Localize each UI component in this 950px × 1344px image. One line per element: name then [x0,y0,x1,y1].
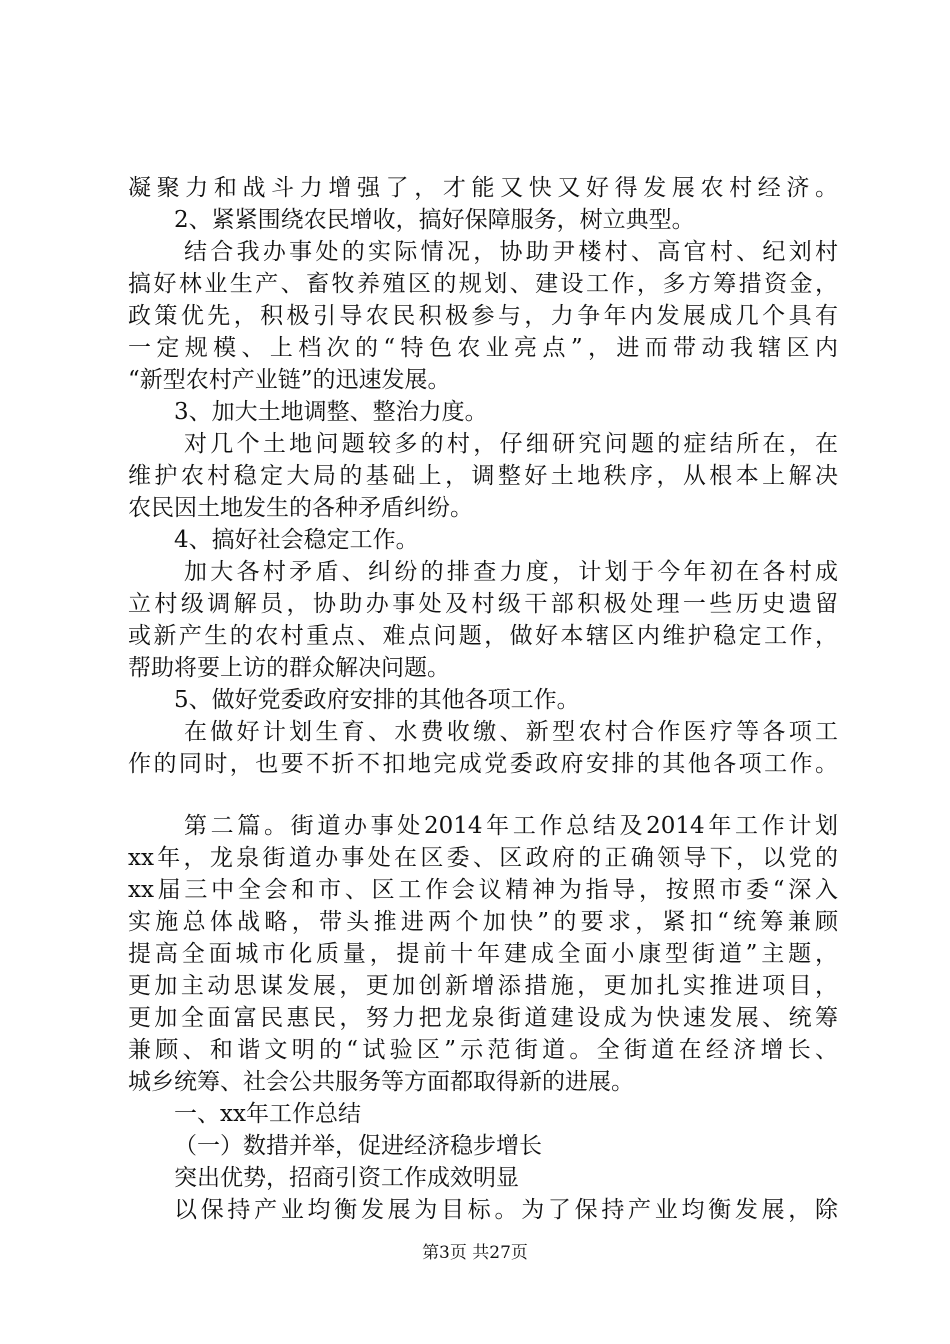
paragraph-line: 或新产生的农村重点、难点问题，做好本辖区内维护稳定工作， [128,623,838,649]
section-gap [128,780,838,810]
paragraph-line: 在做好计划生育、水费收缴、新型农村合作医疗等各项工 [184,719,838,745]
paragraph-line: xx届三中全会和市、区工作会议精神为指导，按照市委“深入 [128,877,838,903]
paragraph-line: 政策优先，积极引导农民积极参与，力争年内发展成几个具有 [128,303,838,329]
paragraph-line: 帮助将要上访的群众解决问题。 [128,655,450,681]
paragraph-line: 加大各村矛盾、纠纷的排查力度，计划于今年初在各村成 [184,559,838,585]
paragraph-line: 实施总体战略，带头推进两个加快”的要求，紧扣“统筹兼顾 [128,909,838,935]
paragraph-line: 以保持产业均衡发展为目标。为了保持产业均衡发展，除 [174,1197,838,1223]
paragraph-line: xx年，龙泉街道办事处在区委、区政府的正确领导下，以党的 [128,845,838,871]
paragraph-line: 对几个土地问题较多的村，仔细研究问题的症结所在，在 [184,431,838,457]
subsection-heading: （一）数措并举，促进经济稳步增长 [174,1133,542,1159]
paragraph-line: 更加主动思谋发展，更加创新增添措施，更加扎实推进项目， [128,973,838,999]
paragraph-line: 兼顾、和谐文明的“试验区”示范街道。全街道在经济增长、 [128,1037,838,1063]
paragraph-line: 凝聚力和战斗力增强了，才能又快又好得发展农村经济。 [128,175,838,201]
paragraph-line: 更加全面富民惠民，努力把龙泉街道建设成为快速发展、统筹 [128,1005,838,1031]
section-heading: 一、xx年工作总结 [174,1101,361,1127]
paragraph-line: 立村级调解员，协助办事处及村级干部积极处理一些历史遗留 [128,591,838,617]
paragraph-line: 提高全面城市化质量，提前十年建成全面小康型街道”主题， [128,941,838,967]
paragraph-line: 结合我办事处的实际情况，协助尹楼村、高官村、纪刘村 [184,239,838,265]
paragraph-line: 城乡统筹、社会公共服务等方面都取得新的进展。 [128,1069,634,1095]
subsection-heading: 突出优势，招商引资工作成效明显 [174,1165,519,1191]
paragraph-line: “新型农村产业链”的迅速发展。 [128,367,451,393]
page-footer: 第3页 共27页 [422,1243,528,1263]
section-heading: 5、做好党委政府安排的其他各项工作。 [174,687,580,713]
paragraph-line: 维护农村稳定大局的基础上，调整好土地秩序，从根本上解决 [128,463,838,489]
document-body [128,172,838,1226]
paragraph-line: 一定规模、上档次的“特色农业亮点”，进而带动我辖区内 [128,335,838,361]
section-heading: 2、紧紧围绕农民增收，搞好保障服务，树立典型。 [174,207,695,233]
paragraph-line: 作的同时，也要不折不扣地完成党委政府安排的其他各项工作。 [128,751,838,777]
section-heading: 3、加大土地调整、整治力度。 [174,399,488,425]
article-title: 第二篇。街道办事处2014年工作总结及2014年工作计划 [184,813,838,839]
section-heading: 4、搞好社会稳定工作。 [174,527,419,553]
paragraph-line: 搞好林业生产、畜牧养殖区的规划、建设工作，多方筹措资金， [128,271,838,297]
paragraph-line: 农民因土地发生的各种矛盾纠纷。 [128,495,473,521]
